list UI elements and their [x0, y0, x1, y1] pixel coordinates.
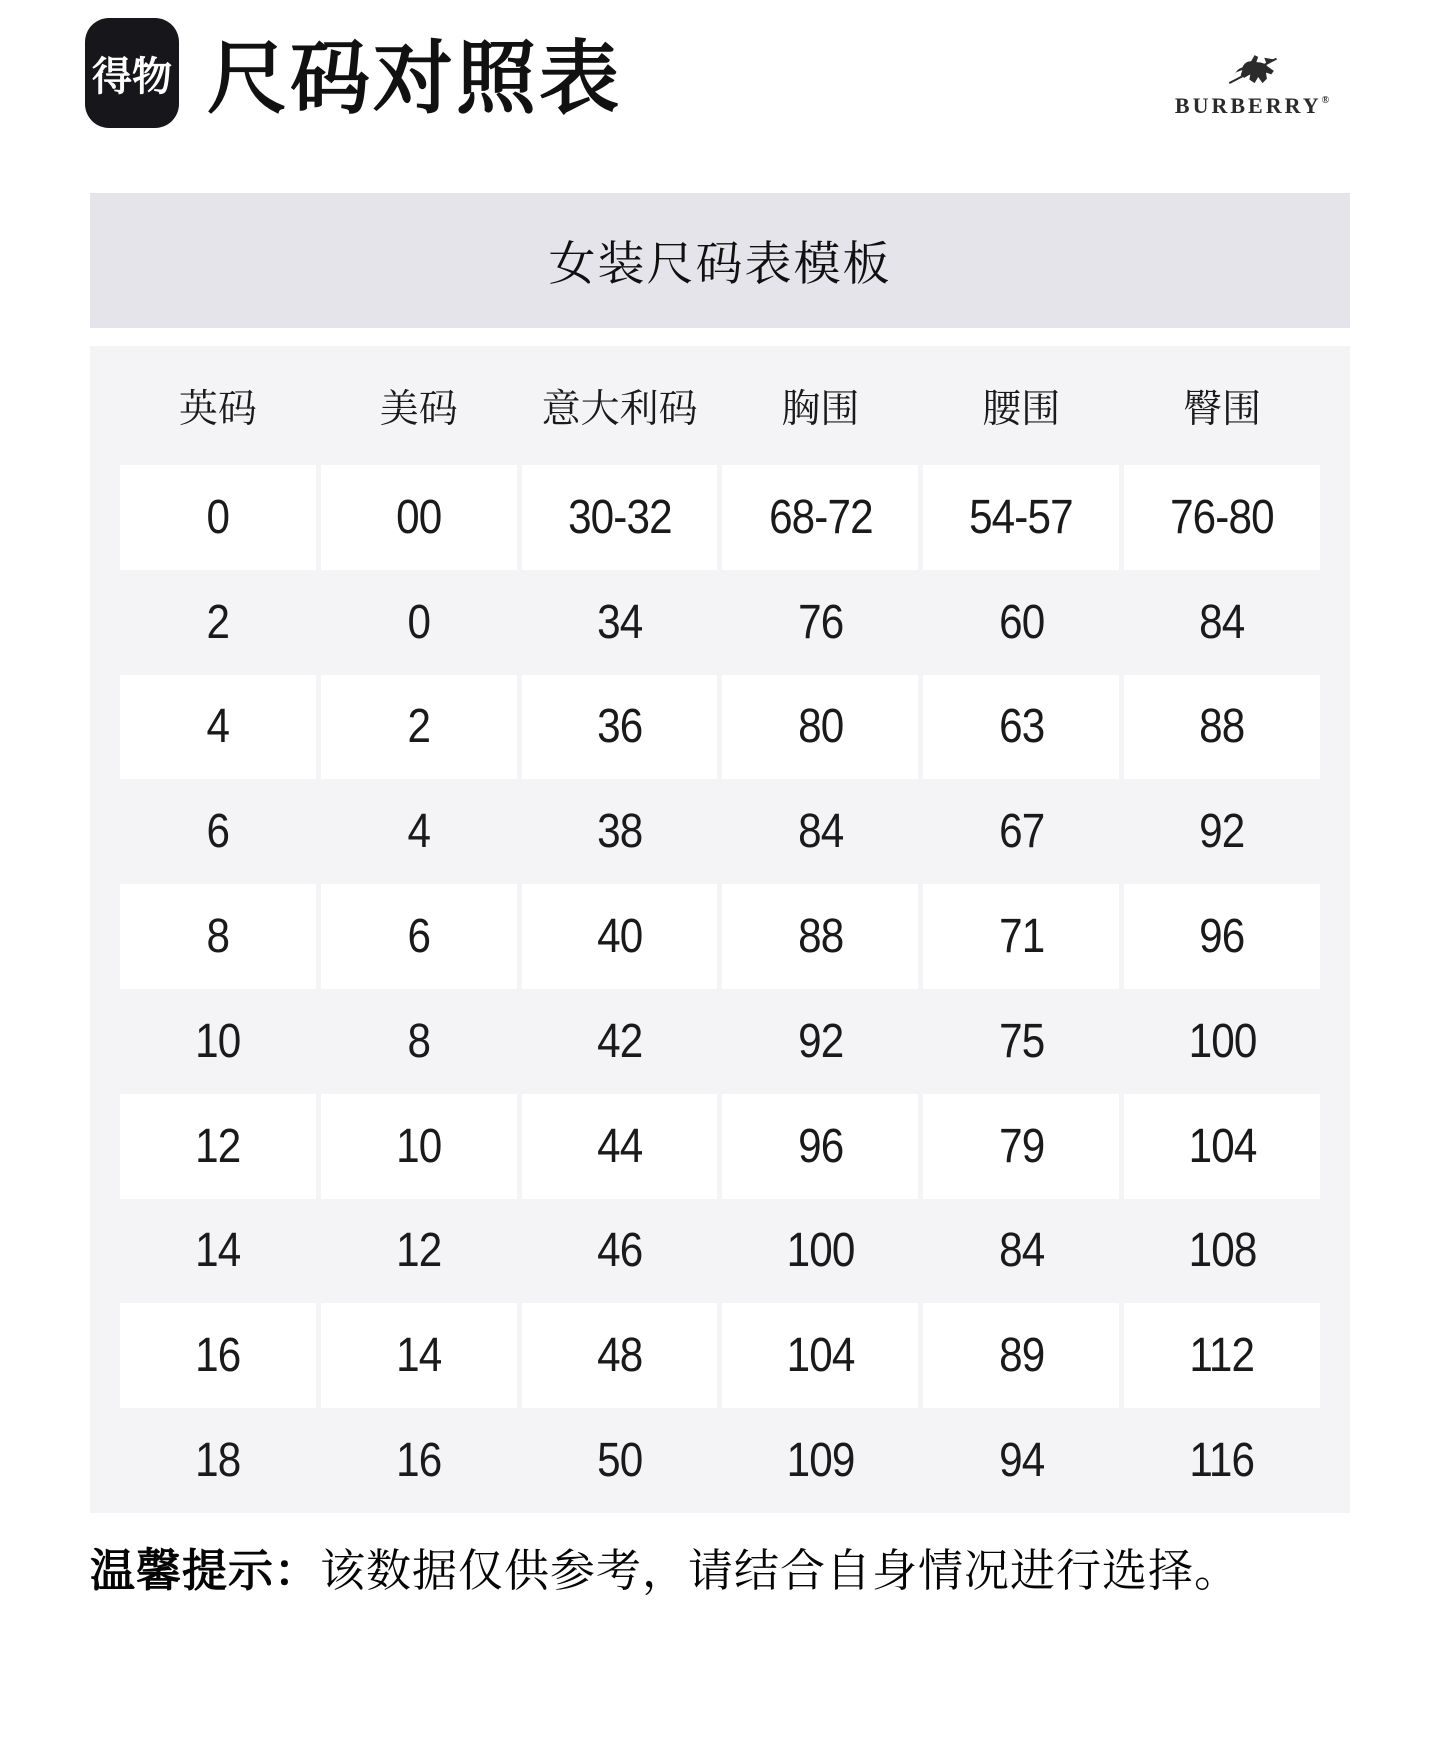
table-cell: 42 — [596, 1014, 643, 1068]
table-cell: 76 — [797, 595, 844, 649]
table-cell: 89 — [923, 1303, 1119, 1408]
table-cell: 0 — [407, 595, 431, 649]
column-header: 胸围 — [781, 387, 860, 431]
table-cell: 40 — [522, 884, 718, 989]
table-row — [120, 1199, 1320, 1304]
table-cell: 92 — [797, 1014, 844, 1068]
size-table — [90, 346, 1350, 1513]
table-cell: 00 — [321, 465, 517, 570]
table-cell: 8 — [120, 884, 316, 989]
table-cell: 88 — [722, 884, 918, 989]
dewu-logo — [85, 18, 179, 128]
column-header: 意大利码 — [541, 387, 698, 431]
table-cell: 2 — [321, 675, 517, 780]
table-cell: 84 — [998, 1224, 1044, 1278]
table-header-row — [120, 346, 1320, 465]
table-cell: 46 — [596, 1224, 643, 1278]
table-cell: 104 — [722, 1303, 918, 1408]
footer-note-text: 该数据仅供参考，请结合自身情况进行选择。 — [320, 1545, 1241, 1596]
column-header: 腰围 — [982, 387, 1061, 431]
table-cell: 96 — [1124, 884, 1320, 989]
table-cell: 88 — [1124, 675, 1320, 780]
table-cell: 18 — [195, 1434, 241, 1488]
table-cell: 71 — [923, 884, 1119, 989]
table-row — [120, 1303, 1320, 1408]
table-cell: 92 — [1199, 805, 1245, 859]
column-header: 臀围 — [1183, 387, 1262, 431]
table-cell: 75 — [998, 1014, 1044, 1068]
table-cell: 36 — [522, 675, 718, 780]
table-cell: 84 — [1199, 595, 1245, 649]
table-row — [120, 675, 1320, 780]
table-row — [120, 1408, 1320, 1513]
table-body — [120, 465, 1320, 1513]
table-cell: 80 — [722, 675, 918, 780]
table-cell: 12 — [120, 1094, 316, 1199]
table-cell: 54-57 — [923, 465, 1119, 570]
table-cell: 16 — [120, 1303, 316, 1408]
table-cell: 30-32 — [522, 465, 718, 570]
column-header: 英码 — [178, 387, 257, 431]
table-cell: 0 — [120, 465, 316, 570]
table-row — [120, 465, 1320, 570]
table-cell: 84 — [797, 805, 844, 859]
table-cell: 96 — [722, 1094, 918, 1199]
table-cell: 50 — [596, 1434, 643, 1488]
table-cell: 6 — [206, 805, 230, 859]
table-cell: 112 — [1124, 1303, 1320, 1408]
table-row — [120, 1094, 1320, 1199]
table-cell: 104 — [1124, 1094, 1320, 1199]
table-cell: 100 — [786, 1224, 855, 1278]
burberry-knight-icon — [1224, 50, 1280, 90]
burberry-logo — [1172, 50, 1332, 119]
table-cell: 6 — [321, 884, 517, 989]
table-cell: 100 — [1188, 1014, 1256, 1068]
footer-note-prefix: 温馨提示： — [90, 1545, 321, 1596]
table-cell: 109 — [786, 1434, 855, 1488]
table-title: 女装尺码表模板 — [548, 237, 892, 290]
table-cell: 108 — [1188, 1224, 1256, 1278]
dewu-logo-text: 得物 — [92, 54, 172, 99]
table-cell: 34 — [596, 595, 643, 649]
table-cell: 2 — [206, 595, 230, 649]
table-cell: 38 — [596, 805, 643, 859]
registered-mark: ® — [1321, 95, 1330, 106]
table-cell: 68-72 — [722, 465, 918, 570]
column-header: 美码 — [379, 387, 458, 431]
table-cell: 79 — [923, 1094, 1119, 1199]
footer-note — [90, 1534, 1240, 1599]
table-cell: 67 — [998, 805, 1044, 859]
table-cell: 12 — [396, 1224, 442, 1278]
table-row — [120, 570, 1320, 675]
table-cell: 76-80 — [1124, 465, 1320, 570]
burberry-wordmark: BURBERRY® — [1174, 93, 1330, 118]
table-cell: 116 — [1189, 1434, 1255, 1488]
table-row — [120, 779, 1320, 884]
table-cell: 10 — [195, 1014, 241, 1068]
table-cell: 63 — [923, 675, 1119, 780]
table-cell: 10 — [321, 1094, 517, 1199]
table-cell: 4 — [407, 805, 431, 859]
table-cell: 16 — [396, 1434, 442, 1488]
table-cell: 60 — [998, 595, 1044, 649]
table-cell: 48 — [522, 1303, 718, 1408]
table-title-band — [90, 193, 1350, 328]
table-row — [120, 989, 1320, 1094]
table-row — [120, 884, 1320, 989]
table-cell: 14 — [321, 1303, 517, 1408]
page-header — [85, 18, 622, 128]
page-title: 尺码对照表 — [207, 34, 622, 123]
table-cell: 44 — [522, 1094, 718, 1199]
table-cell: 14 — [195, 1224, 241, 1278]
table-cell: 4 — [120, 675, 316, 780]
table-cell: 8 — [407, 1014, 431, 1068]
table-cell: 94 — [998, 1434, 1044, 1488]
